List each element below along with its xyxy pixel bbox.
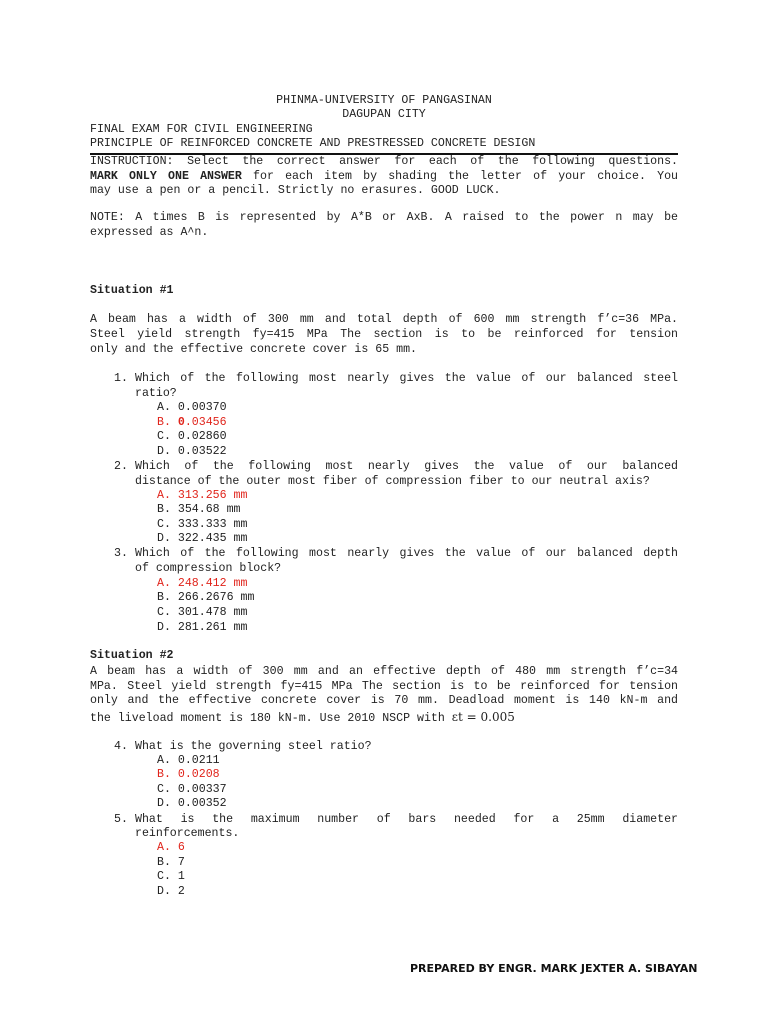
question-1-option-b bbox=[157, 416, 227, 430]
question-3-option-d: D. 281.261 mm bbox=[157, 621, 248, 634]
note-line-1: NOTE: A times B is represented by A*B or AxB. A raised to the power n may be bbox=[90, 211, 678, 224]
situation-2-line-4-text: the liveload moment is 180 kN-m. Use 2010 NSCP with bbox=[90, 712, 452, 725]
note-line-2: expressed as A^n. bbox=[90, 226, 209, 239]
instruction-line-2 bbox=[90, 170, 678, 184]
question-4-option-a: A. 0.0211 bbox=[157, 754, 220, 767]
instruction-emphasis: MARK ONLY ONE ANSWER bbox=[90, 170, 242, 183]
university-name: PHINMA-UNIVERSITY OF PANGASINAN bbox=[276, 94, 492, 107]
question-1-number: 1. bbox=[114, 372, 128, 385]
instruction-line-3: may use a pen or a pencil. Strictly no erasures. GOOD LUCK. bbox=[90, 184, 501, 197]
question-5-line-2: reinforcements. bbox=[135, 827, 240, 840]
question-3-option-a: A. 248.412 mm bbox=[157, 577, 248, 590]
question-3-number: 3. bbox=[114, 547, 128, 560]
question-3-option-c: C. 301.478 mm bbox=[157, 606, 248, 619]
question-2-option-c: C. 333.333 mm bbox=[157, 518, 248, 531]
footer-author: PREPARED BY ENGR. MARK JEXTER A. SIBAYAN bbox=[410, 962, 698, 975]
question-3-option-b: B. 266.2676 mm bbox=[157, 591, 255, 604]
question-1-option-d: D. 0.03522 bbox=[157, 445, 227, 458]
question-5-line-1: What is the maximum number of bars needed for a 25mm diameter bbox=[135, 813, 678, 826]
question-1-option-a: A. 0.00370 bbox=[157, 401, 227, 414]
question-5-option-b: B. 7 bbox=[157, 856, 185, 869]
situation-2-line-4 bbox=[90, 710, 515, 726]
question-2-option-b: B. 354.68 mm bbox=[157, 503, 241, 516]
question-2-option-d: D. 322.435 mm bbox=[157, 532, 248, 545]
question-4-option-d: D. 0.00352 bbox=[157, 797, 227, 810]
situation-2-title: Situation #2 bbox=[90, 649, 174, 662]
situation-1-title: Situation #1 bbox=[90, 284, 174, 297]
question-2-line-1: Which of the following most nearly gives the value of our balanced bbox=[135, 460, 678, 473]
question-1-option-b-rest: .03456 bbox=[184, 416, 227, 429]
question-4-number: 4. bbox=[114, 740, 128, 753]
situation-1-line-1: A beam has a width of 300 mm and total depth of 600 mm strength f’c=36 MPa. bbox=[90, 313, 678, 326]
question-1-option-b-bold: 0 bbox=[177, 416, 185, 429]
instruction-line-2-rest: for each item by shading the letter of your choice. You bbox=[241, 170, 678, 183]
question-1-option-b-letter: B. bbox=[157, 416, 178, 429]
situation-2-line-3: only and the effective concrete cover is 70 mm. Deadload moment is 140 kN-m and bbox=[90, 694, 678, 707]
situation-2-line-1: A beam has a width of 300 mm and an effective depth of 480 mm strength f’c=34 bbox=[90, 665, 678, 678]
situation-1-line-3: only and the effective concrete cover is 65 mm. bbox=[90, 343, 417, 356]
question-2-number: 2. bbox=[114, 460, 128, 473]
subject-title: PRINCIPLE OF REINFORCED CONCRETE AND PRESTRESSED CONCRETE DESIGN bbox=[90, 137, 536, 150]
exam-title: FINAL EXAM FOR CIVIL ENGINEERING bbox=[90, 123, 313, 136]
question-4-option-c: C. 0.00337 bbox=[157, 783, 227, 796]
strain-formula: εt = 0.005 bbox=[451, 710, 515, 724]
question-1-option-c: C. 0.02860 bbox=[157, 430, 227, 443]
question-5-option-d: D. 2 bbox=[157, 885, 185, 898]
situation-2-line-2: MPa. Steel yield strength fy=415 MPa The section is to be reinforced for tension bbox=[90, 680, 678, 693]
question-1-line-2: ratio? bbox=[135, 387, 177, 400]
question-3-line-2: of compression block? bbox=[135, 562, 282, 575]
question-4-line-1: What is the governing steel ratio? bbox=[135, 740, 372, 753]
question-1-line-1: Which of the following most nearly gives the value of our balanced steel bbox=[135, 372, 678, 385]
question-2-option-a: A. 313.256 mm bbox=[157, 489, 248, 502]
university-city: DAGUPAN CITY bbox=[342, 108, 426, 121]
question-2-line-2: distance of the outer most fiber of compression fiber to our neutral axis? bbox=[135, 475, 650, 488]
question-5-option-c: C. 1 bbox=[157, 870, 185, 883]
situation-1-line-2: Steel yield strength fy=415 MPa The section is to be reinforced for tension bbox=[90, 328, 678, 341]
question-4-option-b: B. 0.0208 bbox=[157, 768, 220, 781]
instruction-line-1: INSTRUCTION: Select the correct answer for each of the following questions. bbox=[90, 155, 678, 168]
question-3-line-1: Which of the following most nearly gives the value of our balanced depth bbox=[135, 547, 678, 560]
question-5-number: 5. bbox=[114, 813, 128, 826]
question-5-option-a: A. 6 bbox=[157, 841, 185, 854]
